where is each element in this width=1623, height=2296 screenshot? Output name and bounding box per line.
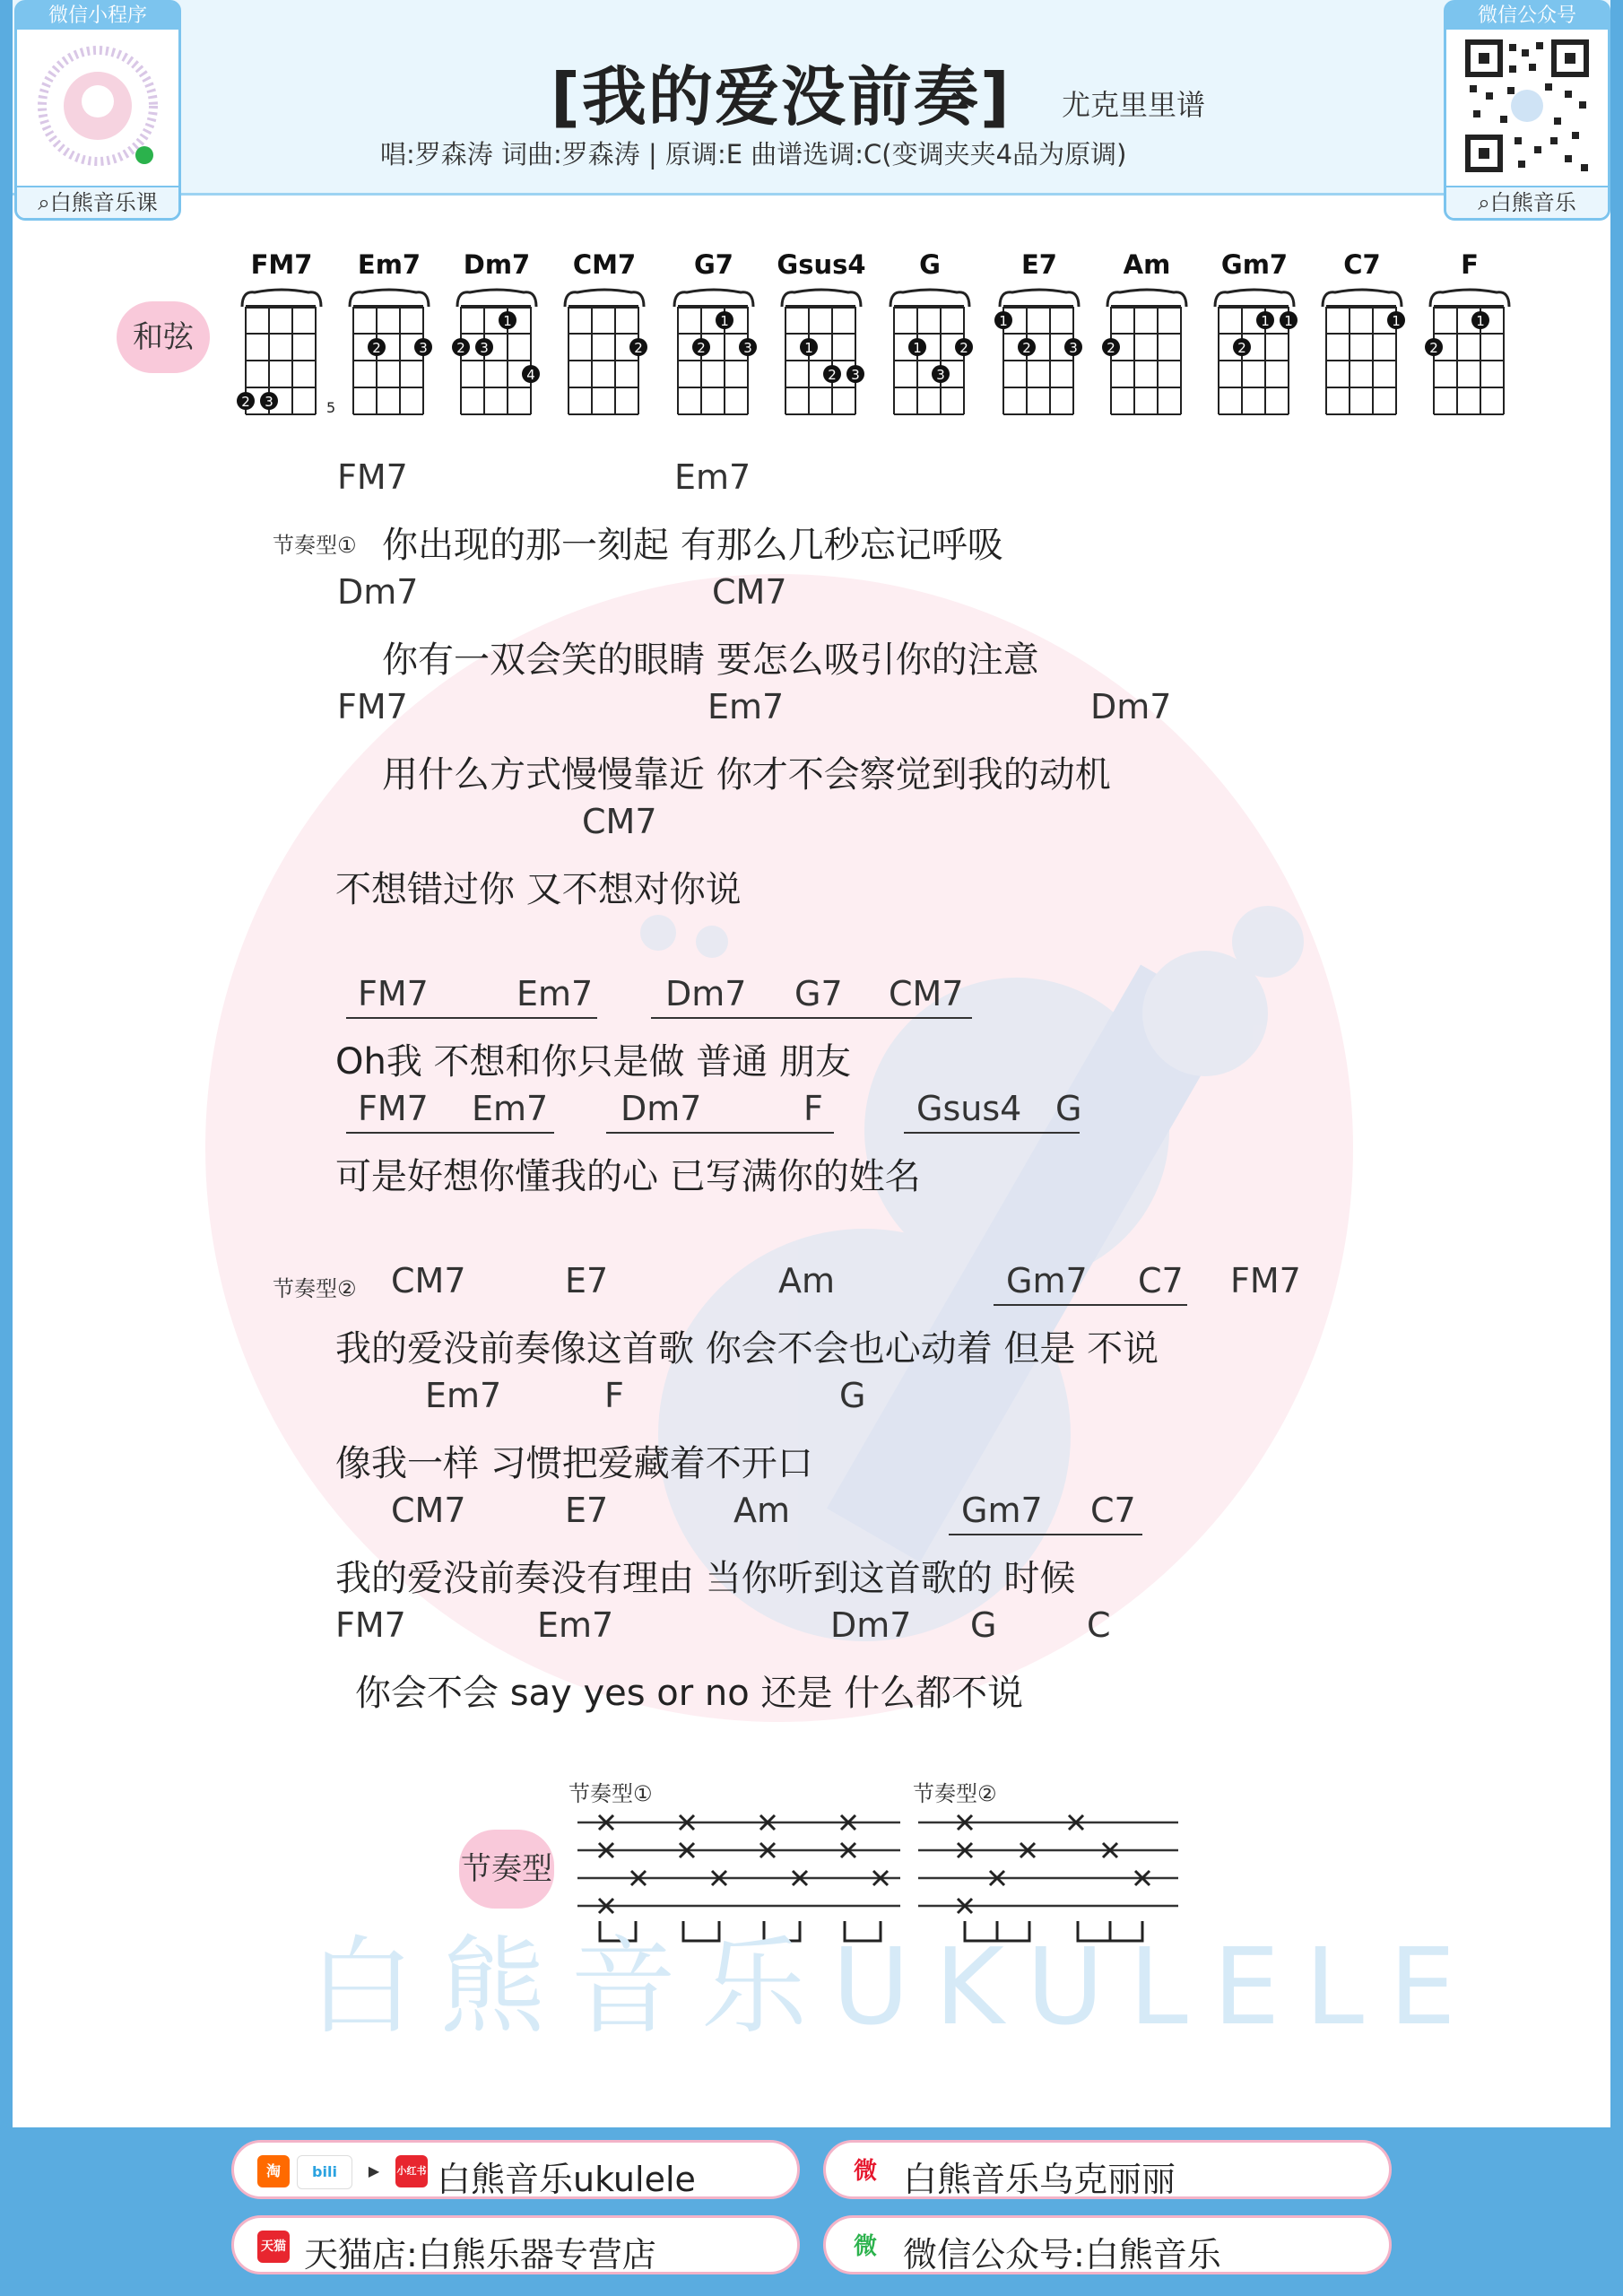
chord-symbol: C	[1087, 1605, 1111, 1645]
finger-dot	[1256, 311, 1274, 329]
qr-footer: ⌕白熊音乐课	[17, 186, 178, 218]
finger-dot	[237, 392, 255, 410]
chord-group-underline	[346, 1132, 554, 1134]
rhythm-tag-2: 节奏型②	[273, 1276, 357, 1301]
chord-symbol: FM7	[358, 1089, 429, 1128]
svg-text:3: 3	[419, 340, 428, 356]
finger-dot	[1425, 338, 1443, 356]
svg-text:2: 2	[241, 394, 250, 410]
svg-text:1: 1	[999, 313, 1008, 329]
svg-text:1: 1	[1261, 313, 1270, 329]
svg-text:2: 2	[1429, 340, 1438, 356]
chord-symbol: FM7	[337, 457, 408, 497]
finger-dot	[846, 365, 864, 383]
chord-symbol: F	[803, 1089, 823, 1128]
chord-symbol: Dm7	[665, 974, 747, 1013]
svg-text:2: 2	[1022, 340, 1031, 356]
finger-dot	[800, 338, 818, 356]
chord-symbol: Dm7	[621, 1089, 702, 1128]
chord-fretboard	[241, 289, 336, 416]
svg-text:1: 1	[1392, 313, 1401, 329]
finger-dot	[1471, 311, 1489, 329]
lyric-line: 可是好想你懂我的心 已写满你的姓名	[335, 1156, 921, 1197]
chord-name: G	[919, 249, 941, 280]
finger-dot	[499, 311, 516, 329]
finger-dot	[260, 392, 278, 410]
svg-text:3: 3	[265, 394, 273, 410]
wechat-official-name: 微信公众号:白熊音乐	[903, 2235, 1221, 2274]
chord-symbol: C7	[1138, 1261, 1184, 1300]
lyric-line: 不想错过你 又不想对你说	[335, 869, 742, 910]
base-fret-number: 5	[326, 399, 336, 416]
chord-name: CM7	[572, 249, 637, 280]
svg-text:4: 4	[526, 367, 535, 383]
chord-symbol: E7	[565, 1261, 609, 1300]
lyric-line: 用什么方式慢慢靠近 你才不会察觉到我的动机	[382, 754, 1111, 796]
rhythm-tag-1: 节奏型①	[273, 533, 357, 558]
chord-symbol: G	[839, 1376, 866, 1415]
chord-group-underline	[606, 1132, 834, 1134]
finger-dot	[452, 338, 470, 356]
svg-text:3: 3	[480, 340, 489, 356]
chord-name: FM7	[250, 249, 313, 280]
chord-fretboard	[1107, 289, 1186, 414]
song-sheet-page	[13, 0, 1610, 2127]
chord-symbol: Am	[778, 1261, 836, 1300]
chord-symbol: CM7	[391, 1491, 466, 1530]
xiaohongshu-icon: 小红书	[395, 2155, 428, 2187]
brand-subtitle: 尤克里里谱	[1062, 88, 1206, 122]
svg-text:1: 1	[503, 313, 512, 329]
chord-symbol: FM7	[1230, 1261, 1301, 1300]
chord-symbol: Em7	[707, 687, 785, 726]
chord-group-underline	[994, 1304, 1187, 1306]
finger-dot	[739, 338, 757, 356]
song-credits: 唱:罗森涛 词曲:罗森涛 | 原调:E 曲谱选调:C(变调夹夹4品为原调)	[380, 139, 1127, 170]
chord-symbol: G7	[794, 974, 843, 1013]
finger-dot	[1018, 338, 1036, 356]
finger-dot	[716, 311, 733, 329]
svg-text:3: 3	[1069, 340, 1078, 356]
weibo-icon: 微	[849, 2155, 881, 2187]
lyric-line: 像我一样 习惯把爱藏着不开口	[335, 1443, 813, 1484]
bilibili-icon: bili	[297, 2155, 352, 2189]
chord-group-underline	[651, 1017, 972, 1019]
rhythm-pattern-1-label: 节奏型①	[568, 1781, 653, 1806]
taobao-icon: 淘	[257, 2155, 290, 2187]
finger-dot	[994, 311, 1012, 329]
mini-program-qr-card[interactable]	[14, 0, 181, 221]
chord-name: Am	[1123, 249, 1171, 280]
chord-fretboard	[1000, 289, 1079, 414]
svg-text:2: 2	[372, 340, 381, 356]
wechat-official-button[interactable]	[823, 2215, 1392, 2274]
chord-name: E7	[1021, 249, 1057, 280]
chord-fretboard	[1323, 289, 1402, 414]
social-handle: 白熊音乐ukulele	[437, 2160, 696, 2199]
chord-name: G7	[694, 249, 733, 280]
weibo-handle: 白熊音乐乌克丽丽	[903, 2160, 1176, 2199]
finger-dot	[932, 365, 950, 383]
chord-symbol: Dm7	[830, 1605, 912, 1645]
lyric-line: Oh我 不想和你只是做 普通 朋友	[335, 1041, 851, 1083]
svg-text:2: 2	[456, 340, 465, 356]
chord-symbol: Em7	[472, 1089, 549, 1128]
weibo-button[interactable]	[823, 2140, 1392, 2199]
chord-symbol: G	[1055, 1089, 1082, 1128]
chord-name: Gsus4	[777, 249, 866, 280]
chord-fretboard	[565, 289, 644, 414]
chord-symbol: Gm7	[961, 1491, 1043, 1530]
svg-text:2: 2	[828, 367, 837, 383]
svg-text:2: 2	[1237, 340, 1246, 356]
lyric-line: 我的爱没前奏没有理由 当你听到这首歌的 时候	[335, 1558, 1076, 1599]
qr-footer: ⌕白熊音乐	[1446, 186, 1608, 218]
chord-group-underline	[949, 1534, 1142, 1535]
finger-dot	[414, 338, 432, 356]
chord-symbol: FM7	[337, 687, 408, 726]
chord-group-underline	[346, 1017, 597, 1019]
tmall-store-button[interactable]	[231, 2215, 800, 2274]
svg-text:2: 2	[634, 340, 643, 356]
finger-dot	[629, 338, 647, 356]
chord-fretboard	[782, 289, 861, 414]
chord-symbol: Em7	[537, 1605, 614, 1645]
finger-dot	[368, 338, 386, 356]
svg-text:1: 1	[1284, 313, 1293, 329]
search-icon: ⌕	[38, 190, 50, 215]
finger-dot	[908, 338, 926, 356]
svg-text:1: 1	[913, 340, 922, 356]
lyric-line: 我的爱没前奏像这首歌 你会不会也心动着 但是 不说	[335, 1328, 1159, 1370]
finger-dot	[522, 365, 540, 383]
finger-dot	[692, 338, 710, 356]
chord-symbol: CM7	[712, 572, 787, 612]
wechat-icon: 微	[849, 2231, 881, 2263]
lyric-line: 你会不会 say yes or no 还是 什么都不说	[355, 1673, 1024, 1714]
social-links-button[interactable]	[231, 2140, 800, 2199]
svg-text:1: 1	[1476, 313, 1485, 329]
svg-text:1: 1	[804, 340, 813, 356]
finger-dot	[955, 338, 973, 356]
chord-fretboard	[1430, 289, 1509, 414]
svg-text:1: 1	[720, 313, 729, 329]
chord-symbol: CM7	[889, 974, 964, 1013]
finger-dot	[475, 338, 493, 356]
chord-fretboard	[890, 289, 969, 414]
finger-dot	[1280, 311, 1298, 329]
chords-label: 和弦	[117, 301, 210, 373]
chord-name: Dm7	[463, 249, 531, 280]
chord-symbol: CM7	[391, 1261, 466, 1300]
play-icon: ▶	[358, 2155, 390, 2187]
watermark-text: 白熊音乐UKULELE	[308, 1925, 1481, 2048]
finger-dot	[1102, 338, 1120, 356]
chord-symbol: Em7	[674, 457, 751, 497]
svg-text:2: 2	[959, 340, 968, 356]
lyric-line: 你出现的那一刻起 有那么几秒忘记呼吸	[382, 525, 1003, 566]
chord-symbol: Am	[733, 1491, 791, 1530]
chord-symbol: CM7	[582, 802, 657, 841]
chord-symbol: Gsus4	[916, 1089, 1022, 1128]
tmall-store-name: 天猫店:白熊乐器专营店	[304, 2235, 656, 2274]
chord-name: F	[1461, 249, 1479, 280]
svg-text:2: 2	[1107, 340, 1115, 356]
chord-name: C7	[1343, 249, 1381, 280]
svg-text:3: 3	[743, 340, 752, 356]
chord-fretboard	[674, 289, 753, 414]
chord-fretboard	[350, 289, 429, 414]
search-icon: ⌕	[1478, 190, 1490, 215]
chord-fretboard	[457, 289, 536, 414]
chord-fretboard	[1215, 289, 1294, 414]
chord-symbol: Em7	[425, 1376, 502, 1415]
finger-dot	[1064, 338, 1082, 356]
qr-code-icon	[1464, 39, 1590, 173]
chord-symbol: FM7	[358, 974, 429, 1013]
lyric-line: 你有一双会笑的眼睛 要怎么吸引你的注意	[382, 639, 1039, 681]
song-title: [我的爱没前奏]	[551, 59, 1011, 135]
rhythm-label: 节奏型	[459, 1830, 554, 1909]
chord-symbol: C7	[1090, 1491, 1136, 1530]
chord-symbol: Dm7	[337, 572, 419, 612]
mini-program-code-icon	[35, 39, 161, 173]
wechat-official-qr-card[interactable]	[1444, 0, 1610, 221]
header-bar	[13, 0, 1610, 196]
svg-text:3: 3	[936, 367, 945, 383]
finger-dot	[1387, 311, 1405, 329]
qr-caption: 微信小程序	[17, 3, 178, 30]
chord-symbol: F	[604, 1376, 624, 1415]
chord-group-underline	[904, 1132, 1080, 1134]
tmall-icon: 天猫	[257, 2231, 290, 2263]
finger-dot	[823, 365, 841, 383]
chord-symbol: Gm7	[1006, 1261, 1088, 1300]
chord-symbol: FM7	[335, 1605, 406, 1645]
chord-name: Em7	[357, 249, 421, 280]
chord-symbol: Em7	[516, 974, 594, 1013]
chord-name: Gm7	[1220, 249, 1289, 280]
svg-text:2: 2	[697, 340, 706, 356]
chord-symbol: G	[970, 1605, 997, 1645]
finger-dot	[1233, 338, 1251, 356]
chord-symbol: Dm7	[1090, 687, 1172, 726]
chord-symbol: E7	[565, 1491, 609, 1530]
svg-text:3: 3	[851, 367, 860, 383]
rhythm-pattern-2-label: 节奏型②	[913, 1781, 997, 1806]
qr-caption: 微信公众号	[1446, 3, 1608, 30]
